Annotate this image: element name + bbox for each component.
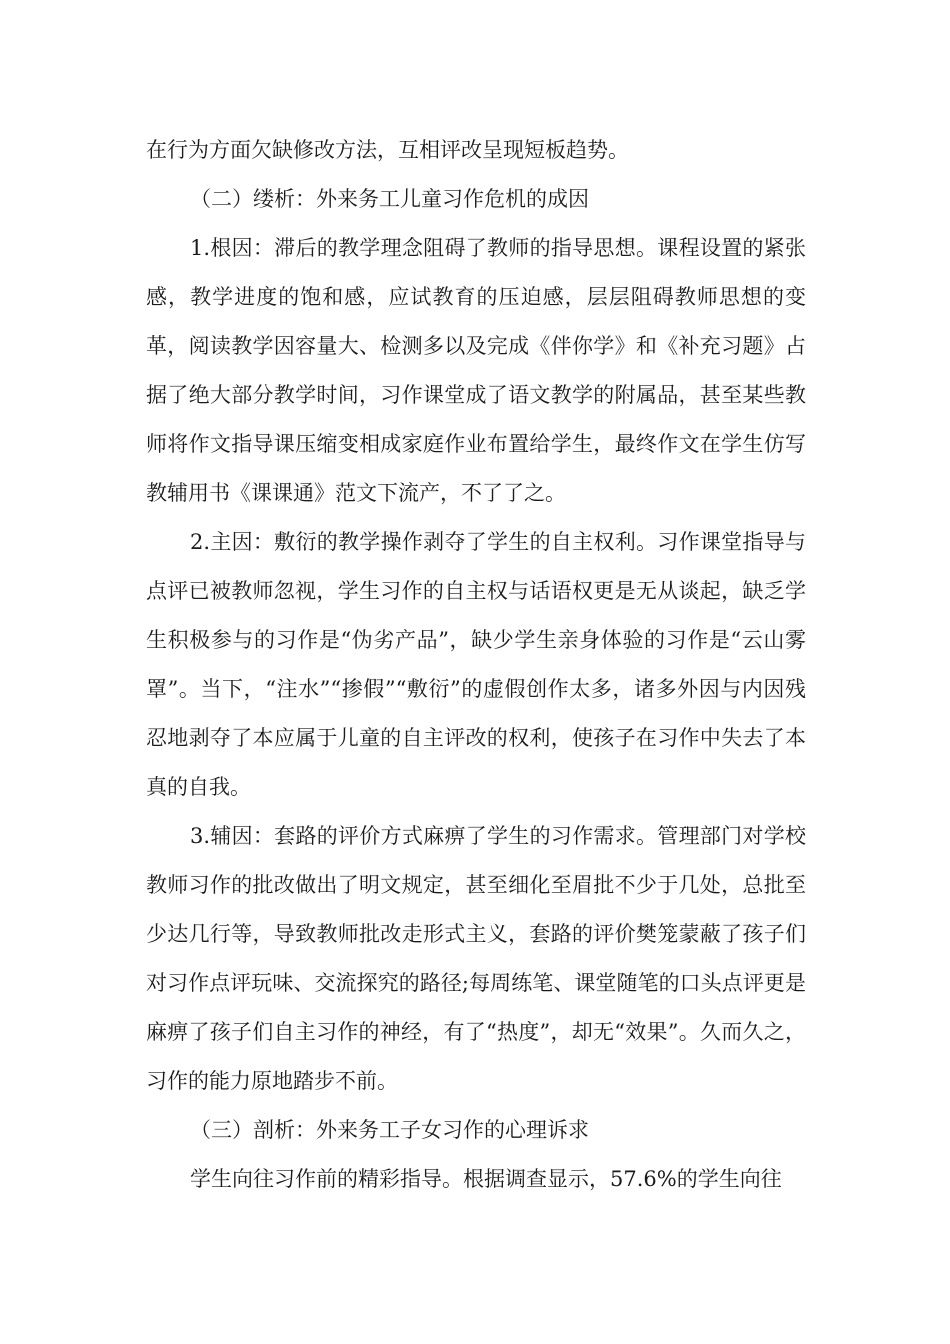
section-heading-2: （二）缕析：外来务工儿童习作危机的成因 bbox=[190, 187, 589, 211]
paragraph-main-cause: 2.主因：敷衍的教学操作剥夺了学生的自主权利。习作课堂指导与点评已被教师忽视，学生习作的自主权与话语权更是无从谈起，缺乏学生积极参与的习作是“伪劣产品”，缺少学生亲身体验的习作是“云山雾罩”。当下，“注水”“掺假”“敷衍”的虚假创作太多，诸多外因与内因残忍地剥夺了本应属于儿童的自主评改的权利，使孩子在习作中失去了本真的自我。 bbox=[146, 530, 806, 799]
section-heading-3: （三）剖析：外来务工子女习作的心理诉求 bbox=[190, 1118, 589, 1142]
paragraph-student-needs: 学生向往习作前的精彩指导。根据调查显示，57.6%的学生向往 bbox=[190, 1167, 782, 1191]
paragraph-auxiliary-cause: 3.辅因：套路的评价方式麻痹了学生的习作需求。管理部门对学校教师习作的批改做出了明文规定，甚至细化至眉批不少于几处，总批至少达几行等，导致教师批改走形式主义，套路的评价樊笼蒙蔽了孩子们对习作点评玩味、交流探究的路径;每周练笔、课堂随笔的口头点评更是麻痹了孩子们自主习作的神经，有了“热度”，却无“效果”。久而久之，习作的能力原地踏步不前。 bbox=[146, 824, 806, 1093]
paragraph-root-cause: 1.根因：滞后的教学理念阻碍了教师的指导思想。课程设置的紧张感，教学进度的饱和感，应试教育的压迫感，层层阻碍教师思想的变革，阅读教学因容量大、检测多以及完成《伴你学》和《补充习题》占据了绝大部分教学时间，习作课堂成了语文教学的附属品，甚至某些教师将作文指导课压缩变相成家庭作业布置给学生，最终作文在学生仿写教辅用书《课课通》范文下流产，不了了之。 bbox=[146, 236, 806, 505]
document-body bbox=[146, 126, 806, 1204]
paragraph-continuation: 在行为方面欠缺修改方法，互相评改呈现短板趋势。 bbox=[146, 138, 629, 162]
